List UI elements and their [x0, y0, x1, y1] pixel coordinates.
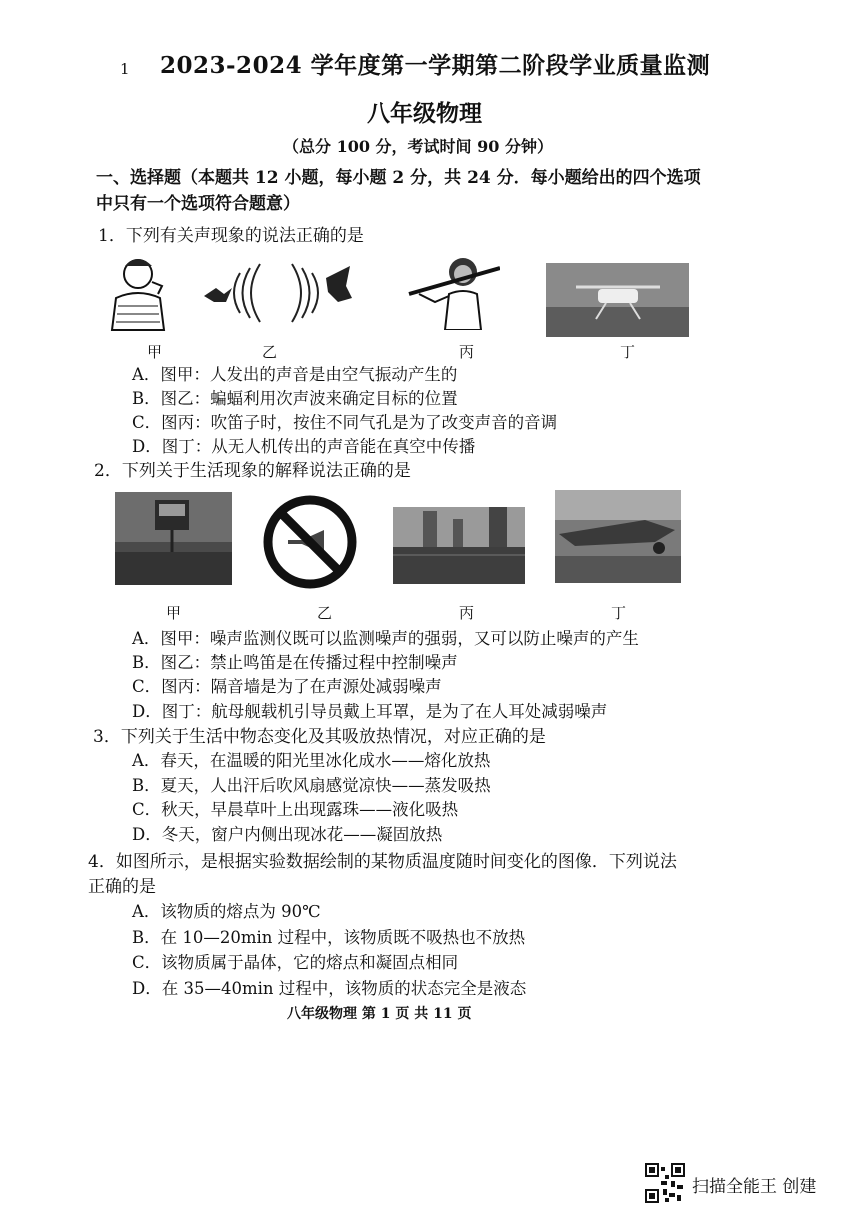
question-4-stem-line1: 4．如图所示，是根据实验数据绘制的某物质温度随时间变化的图像．下列说法 — [88, 852, 677, 872]
q1-option-d: D．图丁：从无人机传出的声音能在真空中传播 — [132, 437, 476, 456]
question-2-stem: 2．下列关于生活现象的解释说法正确的是 — [94, 461, 411, 481]
q4-option-b: B．在 10—20min 过程中，该物质既不吸热也不放热 — [132, 928, 526, 947]
q2-caption-ding: 丁 — [611, 604, 627, 622]
q1-figure-bing-flute — [405, 250, 500, 330]
exam-title: 2023-2024 学年度第一学期第二阶段学业质量监测 — [160, 52, 711, 79]
section-heading-line2: 中只有一个选项符合题意） — [96, 194, 300, 214]
q1-option-b: B．图乙：蝙蝠利用次声波来确定目标的位置 — [132, 389, 458, 408]
q1-figure-ding-drone-photo — [546, 263, 689, 337]
q1-caption-jia: 甲 — [147, 343, 163, 361]
q2-caption-bing: 丙 — [459, 604, 475, 622]
question-4-stem-line2: 正确的是 — [88, 877, 156, 897]
q2-option-a: A．图甲：噪声监测仪既可以监测噪声的强弱，又可以防止噪声的产生 — [132, 629, 639, 648]
question-3-stem: 3．下列关于生活中物态变化及其吸放热情况，对应正确的是 — [93, 727, 546, 747]
q1-option-c: C．图丙：吹笛子时，按住不同气孔是为了改变声音的音调 — [132, 413, 558, 432]
q4-option-d: D．在 35—40min 过程中，该物质的状态完全是液态 — [132, 979, 527, 998]
q1-caption-ding: 丁 — [620, 343, 636, 361]
page-footer: 八年级物理 第 1 页 共 11 页 — [287, 1006, 472, 1022]
q4-option-c: C．该物质属于晶体，它的熔点和凝固点相同 — [132, 953, 459, 972]
q1-caption-bing: 丙 — [459, 343, 475, 361]
exam-info: （总分 100 分，考试时间 90 分钟） — [283, 137, 553, 156]
q3-option-c: C．秋天，早晨草叶上出现露珠——液化吸热 — [132, 800, 459, 819]
q1-figure-yi-bat-waves — [200, 258, 355, 328]
q2-figure-jia-noise-monitor-photo — [115, 492, 232, 585]
q3-option-d: D．冬天，窗户内侧出现冰花——凝固放热 — [132, 825, 443, 844]
scanner-watermark: 扫描全能王 创建 — [692, 1177, 817, 1197]
q3-option-b: B．夏天，人出汗后吹风扇感觉凉快——蒸发吸热 — [132, 776, 491, 795]
section-heading-line1: 一、选择题（本题共 12 小题，每小题 2 分，共 24 分．每小题给出的四个选项 — [96, 168, 701, 188]
q2-caption-yi: 乙 — [317, 604, 333, 622]
q2-figure-ding-carrier-deck-photo — [555, 490, 681, 583]
q3-option-a: A．春天，在温暖的阳光里冰化成水——熔化放热 — [132, 751, 491, 770]
question-1-stem: 1．下列有关声现象的说法正确的是 — [98, 226, 364, 246]
q2-caption-jia: 甲 — [166, 604, 182, 622]
q2-option-b: B．图乙：禁止鸣笛是在传播过程中控制噪声 — [132, 653, 458, 672]
q2-option-d: D．图丁：航母舰载机引导员戴上耳罩，是为了在人耳处减弱噪声 — [132, 702, 608, 721]
q1-option-a: A．图甲：人发出的声音是由空气振动产生的 — [132, 365, 458, 384]
q2-figure-bing-sound-barrier-photo — [393, 507, 525, 584]
q1-figure-jia-person-speaking — [98, 252, 176, 332]
q2-figure-yi-no-honking-sign — [262, 494, 358, 590]
q4-option-a: A．该物质的熔点为 90℃ — [132, 902, 321, 921]
qr-code-icon — [645, 1163, 685, 1203]
q1-caption-yi: 乙 — [262, 343, 278, 361]
subject-title: 八年级物理 — [367, 100, 482, 127]
page-marker: 1 — [120, 60, 130, 78]
q2-option-c: C．图丙：隔音墙是为了在声源处减弱噪声 — [132, 677, 442, 696]
